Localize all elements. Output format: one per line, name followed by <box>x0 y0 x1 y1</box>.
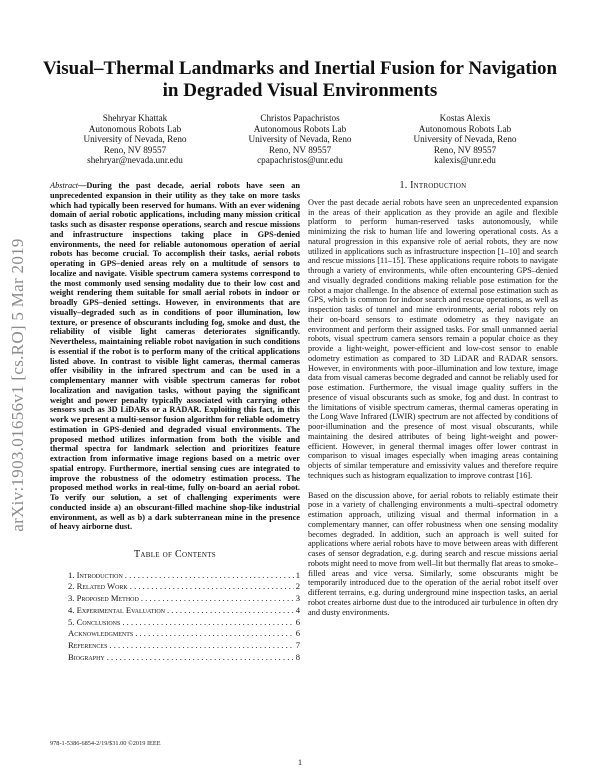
toc-entry[interactable] <box>68 581 300 593</box>
author-city: Reno, NV 89557 <box>433 144 497 155</box>
author-email[interactable]: shehryar@nevada.unr.edu <box>87 155 183 166</box>
toc-entry-page: 6 <box>295 616 300 627</box>
toc-entry[interactable] <box>68 605 300 617</box>
toc-entry-label: 3. Proposed Method <box>68 593 139 604</box>
toc-entry[interactable] <box>68 570 300 582</box>
arxiv-stamp-text: arXiv:1903.01656v1 [cs.RO] 5 Mar 2019 <box>8 238 27 532</box>
toc-leader <box>167 605 294 617</box>
author-block <box>60 113 540 166</box>
author-lab: Autonomous Robots Lab <box>88 123 182 134</box>
author-name: Kostas Alexis <box>439 113 491 123</box>
introduction-paragraph-1: Over the past decade aerial robots have seen an unprecedented expansion in the areas of their application as they provide an agile and flexible platform to perform human-reserved tasks autonomously, while minimizing the risk to human life and lowering operational costs. As a natural progression in this expansive role of aerial robots, they are now utilized in applications such as infrastructure inspection [1–10] and search and rescue missions [11–15]. These applications require robots to navigate through a variety of environments, while often encountering GPS–denied and visually degraded conditions making reliable pose estimation for the robot a major challenge. In the absence of external pose estimation such as GPS, which is common for indoor search and rescue operations, as well as inspection tasks of tunnel and mine environments, aerial robots rely on their on-board sensors to estimate odometry as they navigate an environment and perform their assigned tasks. For small unmanned aerial robots, visual spectrum camera sensors remain a popular choice as they provide a light-weight, power-efficient and low-cost sensor to enable odometry estimation as compared to 3D LiDAR and RADAR sensors. However, in environments with poor–illumination and low texture, image data from visual cameras become degraded and cannot be reliably used for pose estimation. Furthermore, the visual image quality suffers in the presence of visual obscurants such as smoke, fog and dust. In contrast to the limitations of visible spectrum cameras, thermal cameras operating in the Long Wave Infrared (LWIR) spectrum are not affected by conditions of poor-illumination and the presence of most visual obscurants, while maintaining the desired attributes of being light-weight and power-efficient. However, in general thermal images offer lower contrast in comparison to visual images especially when imaging areas containing objects of similar temperature and emissivity values and therefore require techniques such as histogram equalization to improve contrast [16]. <box>308 197 558 480</box>
toc-leader <box>141 593 294 605</box>
toc-entry-page: 4 <box>295 604 300 615</box>
toc-entry[interactable] <box>68 652 300 664</box>
toc-leader <box>135 628 294 640</box>
author-university: University of Nevada, Reno <box>83 134 187 145</box>
right-column <box>308 181 558 617</box>
introduction-paragraph-2: Based on the discussion above, for aerial robots to reliably estimate their pose in a variety of challenging environments a multi–spectral odometry estimation approach, utilizing visual and thermal information in a complementary manner, can offer robustness when one sensing modality becomes degraded. In addition, such an approach is well suited for applications where aerial robots have to move between areas with different cases of sensor degradation, e.g. during search and rescue missions aerial robots might need to move from well–lit but thermally flat areas to smoke–filled areas and vice versa. Similarly, some obscurants might be temporarily introduced due to the operation of the aerial robot itself over different terrains, e.g. during underground mine inspection tasks, an aerial robot creates airborne dust due to the introduced air turbulence in often dry and dusty environments. <box>308 490 558 617</box>
toc-leader <box>125 570 294 582</box>
toc-entry-page: 6 <box>295 628 300 639</box>
author-2 <box>225 113 375 166</box>
abstract-text: During the past decade, aerial robots have seen an unprecedented expansion in their utility as they take on more tasks which had typically been reserved for humans. With an ever widening domain of aerial robotic applications, including many mission critical tasks such as disaster response operations, search and rescue missions and infrastructure inspections taking place in GPS-denied environments, the need for reliable autonomous operation of aerial robots has become crucial. To accomplish their tasks, aerial robots operating in GPS–denied areas rely on a multitude of sensors to localize and navigate. Visible spectrum camera systems correspond to the most commonly used sensing modality due to their low cost and weight rendering them suitable for small aerial robots in indoor or broadly GPS–denied settings. However, in environments that are visually–degraded such as in conditions of poor illumination, low texture, or presence of obscurants including fog, smoke and dust, the reliability of visible light cameras deteriorates significantly. Nevertheless, maintaining reliable robot navigation in such conditions is essential if the robot is to perform many of the critical applications listed above. In contrast to visible light cameras, thermal cameras offer visibility in the infrared spectrum and can be used in a complementary manner with visible spectrum cameras for robot localization and navigation tasks, without paying the significant weight and power penalty typically associated with carrying other sensors such as 3D LiDARs or a RADAR. Exploiting this fact, in this work we present a multi-sensor fusion algorithm for reliable odometry estimation in GPS-denied and degraded visual environments. The proposed method utilizes information from both the visible and thermal spectra for landmark selection and prioritizes feature extraction from informative image regions based on a metric over spatial entropy. Furthermore, inertial sensing cues are integrated to improve the robustness of the odometry estimation process. The proposed method works in real-time, fully on-board an aerial robot. To verify our solution, a set of challenging experiments were conducted inside a) an obscurant-filled machine shop-like industrial environment, as well as b) a dark subterranean mine in the presence of heavy airborne dust. <box>50 181 300 532</box>
toc-entry-label: Biography <box>68 651 105 662</box>
toc-entry-label: 2. Related Work <box>68 581 128 592</box>
toc-entry-page: 2 <box>295 581 300 592</box>
author-email[interactable]: kalexis@unr.edu <box>434 155 496 166</box>
author-city: Reno, NV 89557 <box>103 144 167 155</box>
toc-entry-label: Acknowledgments <box>68 628 134 639</box>
author-university: University of Nevada, Reno <box>413 134 517 145</box>
copyright-notice: 978-1-5386-6854-2/19/$31.00 ©2019 IEEE <box>50 740 161 747</box>
toc-entry-label: 5. Conclusions <box>68 616 121 627</box>
abstract <box>50 181 300 532</box>
toc-entry-label: 1. Introduction <box>68 569 123 580</box>
abstract-dash: — <box>78 181 87 190</box>
author-lab: Autonomous Robots Lab <box>253 123 347 134</box>
toc-entry-page: 8 <box>295 651 300 662</box>
author-3 <box>390 113 540 166</box>
paper-title: Visual–Thermal Landmarks and Inertial Fusion for Navigation in Degraded Visual Environments <box>42 58 558 101</box>
arxiv-stamp <box>0 190 36 580</box>
author-lab: Autonomous Robots Lab <box>418 123 512 134</box>
toc-leader <box>122 617 293 629</box>
toc-entry-label: References <box>68 639 108 650</box>
table-of-contents <box>50 570 300 664</box>
toc-entry[interactable] <box>68 593 300 605</box>
abstract-label: Abstract <box>50 181 79 190</box>
toc-leader <box>109 640 293 652</box>
author-city: Reno, NV 89557 <box>268 144 332 155</box>
author-email[interactable]: cpapachristos@unr.edu <box>257 155 343 166</box>
left-column <box>50 181 300 663</box>
toc-entry-page: 7 <box>295 639 300 650</box>
introduction-heading: 1. Introduction <box>399 180 467 191</box>
toc-entry[interactable] <box>68 628 300 640</box>
toc-entry-page: 3 <box>295 593 300 604</box>
toc-entry-label: 4. Experimental Evaluation <box>68 604 165 615</box>
toc-leader <box>107 652 294 664</box>
toc-entry[interactable] <box>68 640 300 652</box>
author-name: Christos Papachristos <box>260 113 340 123</box>
toc-heading: Table of Contents <box>134 549 216 560</box>
author-university: University of Nevada, Reno <box>248 134 352 145</box>
toc-leader <box>130 581 294 593</box>
toc-entry[interactable] <box>68 617 300 629</box>
author-1 <box>60 113 210 166</box>
page-number: 1 <box>297 757 303 767</box>
author-name: Shehryar Khattak <box>102 113 168 123</box>
toc-entry-page: 1 <box>295 569 300 580</box>
